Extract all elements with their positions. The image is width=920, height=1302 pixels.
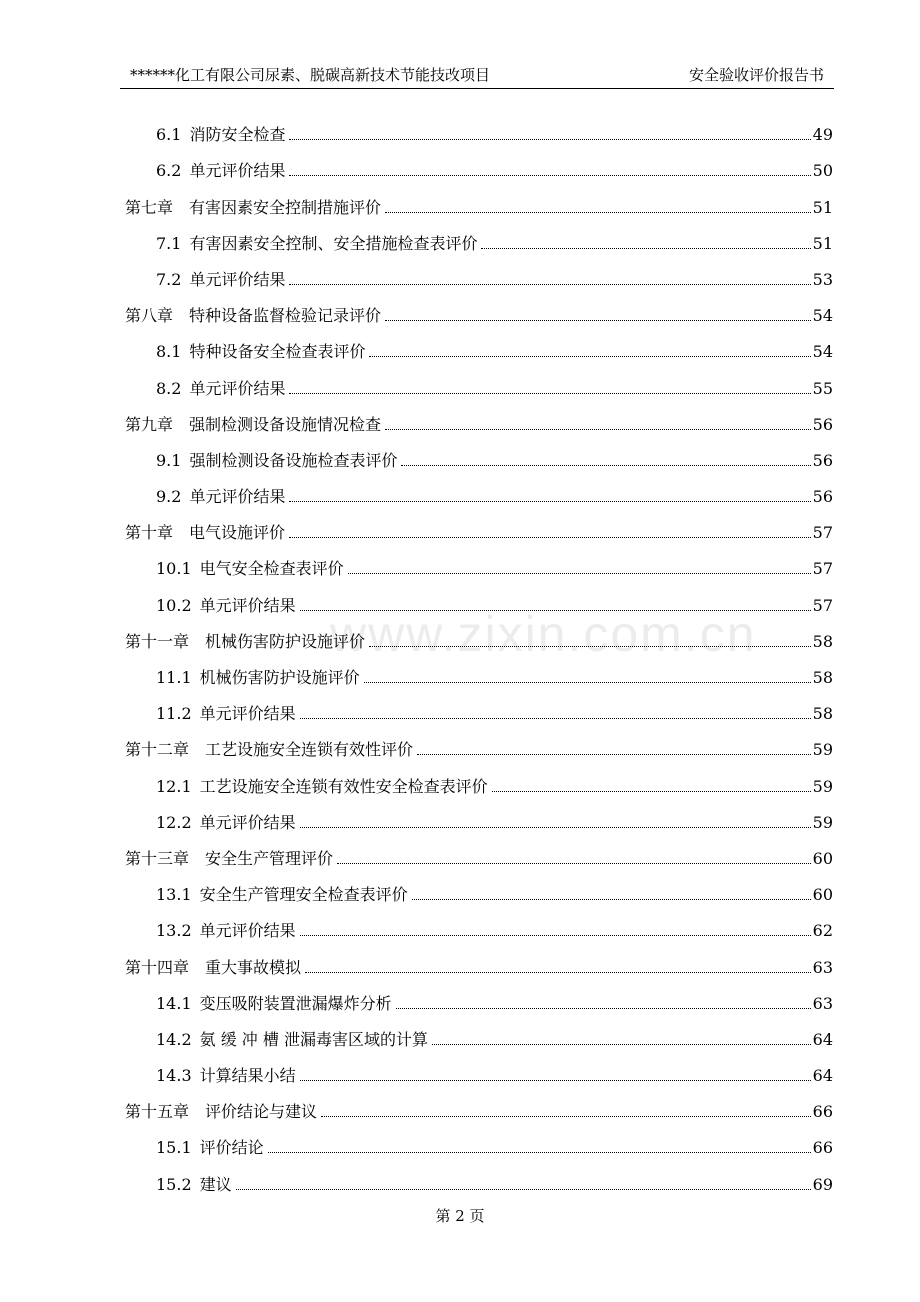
toc-entry-title — [156, 1175, 232, 1197]
watermark: www.zixin.com.cn — [330, 606, 757, 662]
toc-entry-page: 56 — [812, 450, 833, 470]
toc-entry-page: 62 — [812, 921, 833, 941]
toc-entry-text: 单元评价结果 — [189, 161, 286, 181]
toc-entry-text: 有害因素安全控制措施评价 — [189, 197, 382, 217]
toc-entry-page: 59 — [812, 812, 833, 832]
toc-entry-text: 评价结论 — [199, 1138, 264, 1158]
toc-entry-page: 53 — [812, 269, 833, 289]
toc-entry[interactable] — [125, 943, 833, 979]
toc-dot-leader — [417, 754, 811, 755]
toc-dot-leader — [289, 393, 810, 394]
toc-entry-page: 57 — [812, 523, 833, 543]
toc-entry[interactable] — [125, 328, 833, 364]
toc-entry-text: 特种设备安全检查表评价 — [189, 342, 366, 362]
toc-entry-number: 9.1 — [156, 450, 182, 470]
toc-entry-page: 57 — [812, 595, 833, 615]
toc-entry-text: 单元评价结果 — [199, 921, 296, 941]
toc-dot-leader — [289, 284, 810, 285]
toc-dot-leader — [481, 248, 810, 249]
toc-entry-title — [125, 523, 285, 545]
toc-entry-page: 49 — [812, 125, 833, 145]
toc-entry-title — [125, 958, 301, 980]
toc-entry-title — [156, 270, 285, 292]
toc-entry-page: 58 — [812, 631, 833, 651]
toc-entry[interactable] — [125, 980, 833, 1016]
toc-dot-leader — [369, 646, 811, 647]
toc-entry-text: 有害因素安全控制、安全措施检查表评价 — [189, 233, 478, 253]
toc-entry[interactable] — [125, 690, 833, 726]
toc-entry-page: 69 — [812, 1174, 833, 1194]
toc-entry-title — [156, 813, 296, 835]
toc-entry-number: 14.2 — [156, 1029, 192, 1049]
toc-entry-title — [125, 415, 381, 437]
toc-entry-text: 单元评价结果 — [199, 595, 296, 615]
toc-entry-number: 13.2 — [156, 921, 192, 941]
toc-entry-text: 单元评价结果 — [189, 487, 286, 507]
toc-dot-leader — [396, 1008, 811, 1009]
toc-dot-leader — [401, 465, 810, 466]
toc-entry-page: 50 — [812, 161, 833, 181]
toc-entry-title — [125, 740, 413, 762]
toc-entry-title — [156, 777, 488, 799]
toc-entry-title — [156, 234, 477, 256]
toc-dot-leader — [300, 827, 811, 828]
toc-entry-text: 单元评价结果 — [189, 378, 286, 398]
toc-entry-text: 评价结论与建议 — [205, 1102, 318, 1122]
toc-entry-text: 强制检测设备设施检查表评价 — [189, 450, 398, 470]
toc-dot-leader — [385, 429, 811, 430]
toc-entry-number: 11.2 — [156, 704, 192, 724]
toc-entry-text: 单元评价结果 — [189, 269, 286, 289]
toc-entry-number: 第十章 — [125, 523, 174, 543]
toc-entry[interactable] — [125, 256, 833, 292]
toc-entry[interactable] — [125, 726, 833, 762]
toc-entry-text: 消防安全检查 — [189, 125, 286, 145]
toc-entry-number: 13.1 — [156, 885, 192, 905]
toc-entry-number: 15.2 — [156, 1174, 192, 1194]
toc-entry-title — [156, 921, 296, 943]
toc-entry-number: 15.1 — [156, 1138, 192, 1158]
toc-entry-number: 10.1 — [156, 559, 192, 579]
toc-entry-text: 安全生产管理安全检查表评价 — [199, 885, 408, 905]
toc-entry-page: 59 — [812, 776, 833, 796]
toc-entry-page: 54 — [812, 342, 833, 362]
toc-entry-page: 58 — [812, 668, 833, 687]
toc-entry[interactable] — [125, 509, 833, 545]
toc-entry-page: 66 — [812, 1102, 833, 1122]
toc-entry-number: 第九章 — [125, 414, 174, 434]
toc-entry-text: 电气安全检查表评价 — [199, 559, 344, 579]
toc-entry-title — [156, 451, 397, 473]
toc-entry-text: 单元评价结果 — [199, 812, 296, 832]
toc-entry-text: 工艺设施安全连锁有效性评价 — [205, 740, 414, 760]
toc-entry[interactable] — [125, 1160, 833, 1196]
toc-dot-leader — [348, 573, 811, 574]
toc-entry-page: 56 — [812, 487, 833, 507]
toc-entry-number: 8.1 — [156, 342, 182, 362]
toc-dot-leader — [385, 212, 811, 213]
page-header — [120, 62, 834, 89]
toc-entry-title — [156, 596, 296, 618]
toc-entry[interactable] — [125, 220, 833, 256]
toc-entry-title — [156, 994, 392, 1016]
toc-entry-page: 64 — [812, 1029, 833, 1049]
toc-entry-number: 第七章 — [125, 197, 174, 217]
toc-entry-title — [156, 161, 285, 183]
toc-entry-page: 51 — [812, 197, 833, 217]
table-of-contents — [125, 111, 833, 1197]
toc-entry-title — [125, 849, 333, 871]
toc-dot-leader — [268, 1152, 811, 1153]
toc-dot-leader — [432, 1044, 811, 1045]
toc-entry-number: 7.1 — [156, 233, 182, 253]
toc-entry-number: 第八章 — [125, 306, 174, 326]
toc-entry[interactable] — [125, 618, 833, 654]
toc-entry-text: 变压吸附装置泄漏爆炸分析 — [199, 993, 392, 1013]
toc-entry[interactable] — [125, 292, 833, 328]
toc-dot-leader — [289, 501, 810, 502]
toc-entry-page: 59 — [812, 740, 833, 760]
toc-entry-text: 安全生产管理评价 — [205, 848, 334, 868]
toc-entry[interactable] — [125, 1016, 833, 1052]
toc-entry-text: 重大事故模拟 — [205, 957, 302, 977]
toc-dot-leader — [289, 139, 810, 140]
toc-entry-number: 8.2 — [156, 378, 182, 398]
toc-entry-page: 55 — [812, 378, 833, 398]
toc-entry-number: 12.1 — [156, 776, 192, 796]
toc-dot-leader — [300, 610, 811, 611]
toc-entry-text: 机械伤害防护设施评价 — [199, 668, 360, 687]
toc-entry-title — [156, 704, 296, 726]
toc-entry[interactable] — [125, 654, 833, 690]
toc-dot-leader — [305, 972, 811, 973]
toc-entry[interactable] — [125, 1052, 833, 1088]
toc-entry-number: 第十二章 — [125, 740, 190, 760]
toc-entry-text: 建议 — [199, 1174, 232, 1194]
toc-dot-leader — [385, 320, 811, 321]
toc-entry-number: 14.1 — [156, 993, 192, 1013]
toc-dot-leader — [364, 682, 811, 683]
toc-entry-title — [156, 668, 360, 690]
toc-entry-title — [156, 559, 344, 581]
toc-entry-text: 氨 缓 冲 槽 泄漏毒害区域的计算 — [199, 1029, 428, 1049]
toc-entry-number: 第十一章 — [125, 631, 190, 651]
toc-entry-page: 57 — [812, 559, 833, 579]
toc-entry[interactable] — [125, 473, 833, 509]
toc-entry[interactable] — [125, 437, 833, 473]
toc-entry-title — [125, 632, 365, 654]
toc-entry-title — [156, 379, 285, 401]
toc-entry-text: 机械伤害防护设施评价 — [205, 631, 366, 651]
toc-entry-title — [125, 1102, 317, 1124]
toc-dot-leader — [289, 537, 811, 538]
toc-dot-leader — [337, 863, 811, 864]
toc-entry-number: 7.2 — [156, 269, 182, 289]
toc-entry[interactable] — [125, 581, 833, 617]
toc-entry-title — [156, 1138, 264, 1160]
toc-dot-leader — [492, 791, 811, 792]
toc-entry[interactable] — [125, 762, 833, 798]
toc-entry-number: 第十三章 — [125, 848, 190, 868]
toc-entry[interactable] — [125, 545, 833, 581]
toc-entry-page: 64 — [812, 1066, 833, 1086]
toc-entry-text: 电气设施评价 — [189, 523, 286, 543]
toc-entry-text: 单元评价结果 — [199, 704, 296, 724]
toc-entry-number: 14.3 — [156, 1066, 192, 1086]
toc-entry-text: 强制检测设备设施情况检查 — [189, 414, 382, 434]
toc-entry[interactable] — [125, 799, 833, 835]
toc-entry-page: 66 — [812, 1138, 833, 1158]
toc-entry-page: 56 — [812, 414, 833, 434]
toc-entry[interactable] — [125, 1088, 833, 1124]
toc-entry[interactable] — [125, 147, 833, 183]
toc-dot-leader — [321, 1116, 811, 1117]
toc-entry-title — [156, 487, 285, 509]
toc-entry-page: 54 — [812, 306, 833, 326]
page-number: 第 2 页 — [435, 1207, 485, 1225]
toc-entry-number: 12.2 — [156, 812, 192, 832]
toc-entry[interactable] — [125, 835, 833, 871]
header-report-title: 安全验收评价报告书 — [688, 66, 824, 84]
toc-entry-page: 63 — [812, 957, 833, 977]
toc-dot-leader — [412, 899, 811, 900]
toc-entry-number: 9.2 — [156, 487, 182, 507]
toc-entry-title — [156, 885, 408, 907]
toc-entry-text: 计算结果小结 — [199, 1066, 296, 1086]
toc-entry-number: 第十五章 — [125, 1102, 190, 1122]
toc-dot-leader — [300, 935, 811, 936]
toc-entry-page: 60 — [812, 885, 833, 905]
toc-entry-number: 11.1 — [156, 668, 192, 687]
toc-entry-text: 特种设备监督检验记录评价 — [189, 306, 382, 326]
toc-entry-page: 51 — [812, 233, 833, 253]
toc-entry-page: 58 — [812, 704, 833, 724]
toc-entry-title — [156, 125, 285, 147]
toc-entry[interactable] — [125, 364, 833, 400]
toc-entry-title — [125, 198, 381, 220]
toc-entry-number: 第十四章 — [125, 957, 190, 977]
toc-entry-title — [156, 342, 365, 364]
toc-entry-text: 工艺设施安全连锁有效性安全检查表评价 — [199, 776, 488, 796]
toc-dot-leader — [236, 1189, 811, 1190]
toc-entry[interactable] — [125, 401, 833, 437]
toc-dot-leader — [300, 1080, 811, 1081]
toc-dot-leader — [300, 718, 811, 719]
toc-entry[interactable] — [125, 111, 833, 147]
toc-entry[interactable] — [125, 1124, 833, 1160]
toc-entry-title — [156, 1066, 296, 1088]
toc-entry-title — [156, 1030, 428, 1052]
toc-entry-number: 10.2 — [156, 595, 192, 615]
toc-entry[interactable] — [125, 907, 833, 943]
toc-entry[interactable] — [125, 871, 833, 907]
header-project-title: ******化工有限公司尿素、脱碳高新技术节能技改项目 — [130, 66, 491, 84]
toc-entry-number: 6.2 — [156, 161, 182, 181]
toc-dot-leader — [369, 356, 810, 357]
toc-entry-page: 63 — [812, 993, 833, 1013]
toc-dot-leader — [289, 175, 810, 176]
toc-entry-number: 6.1 — [156, 125, 182, 145]
toc-entry-page: 60 — [812, 848, 833, 868]
toc-entry[interactable] — [125, 183, 833, 219]
toc-entry-title — [125, 306, 381, 328]
